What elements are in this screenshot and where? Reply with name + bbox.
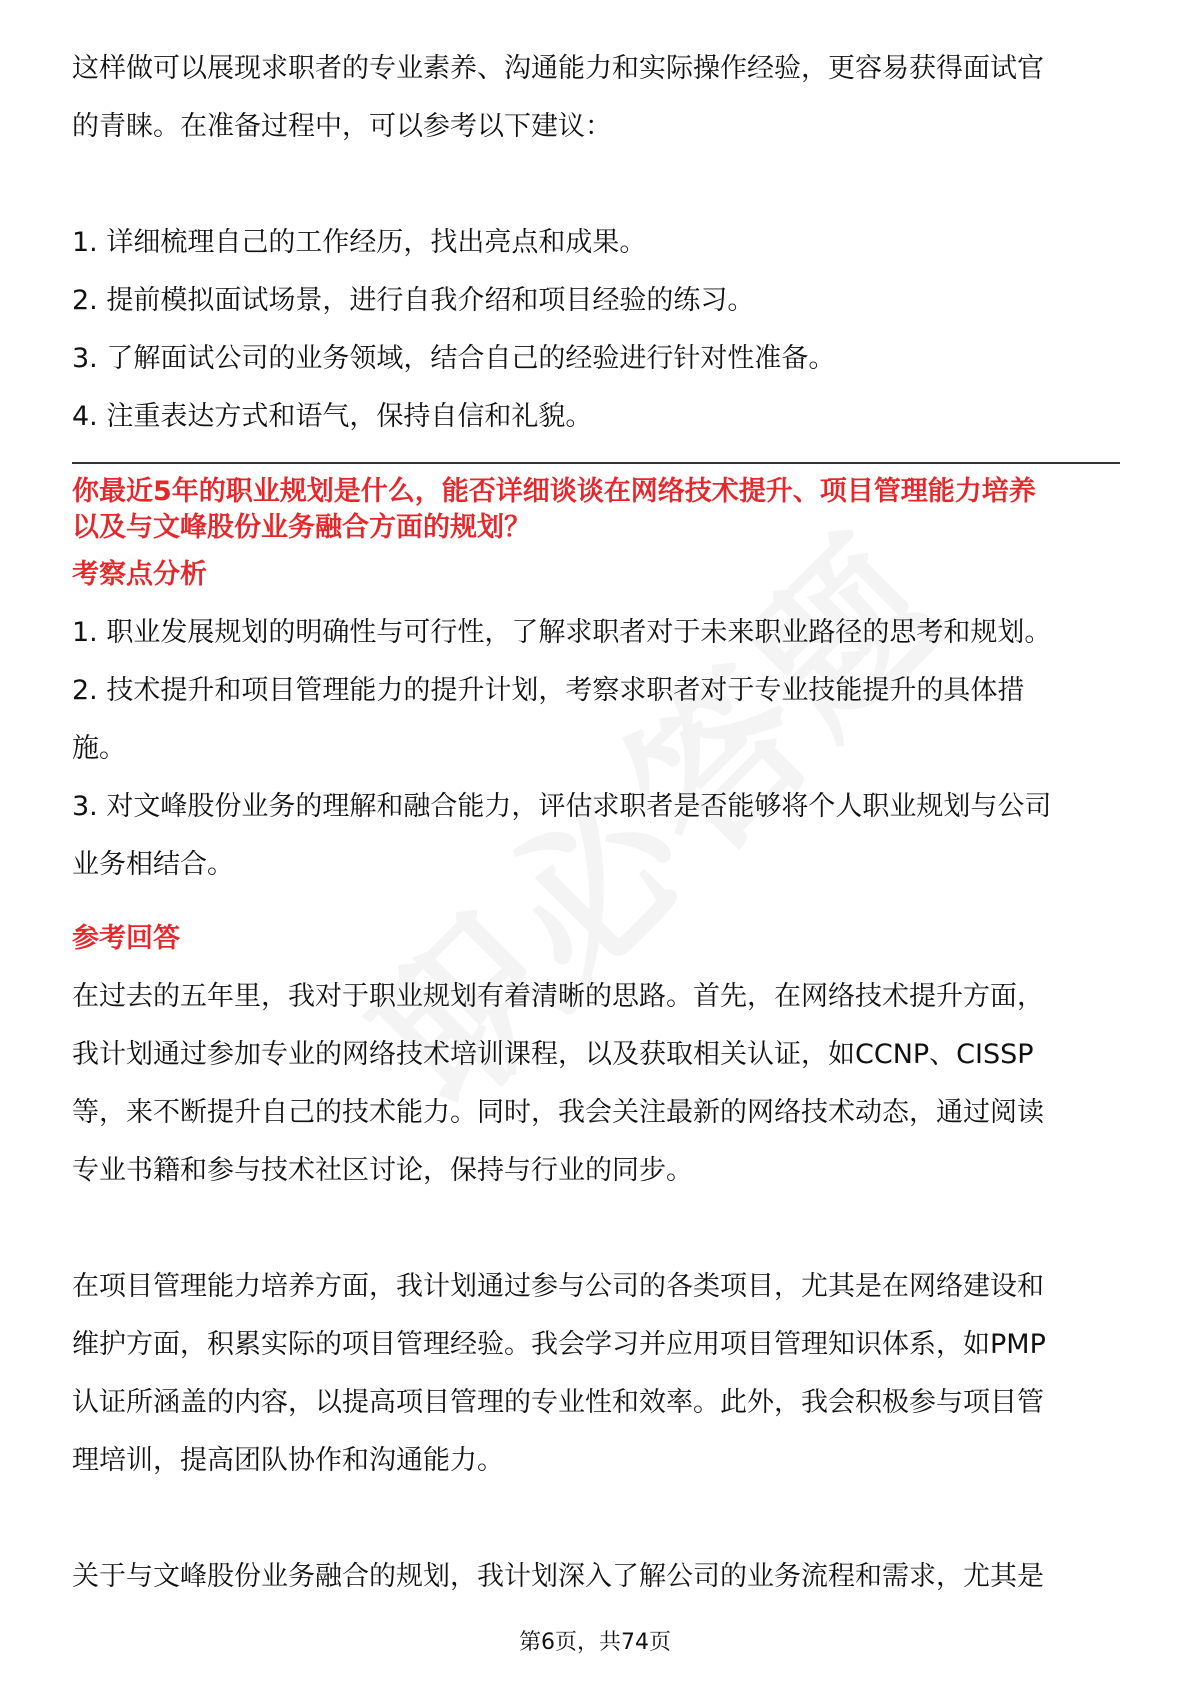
- answer-paragraph-1-line: 我计划通过参加专业的网络技术培训课程，以及获取相关认证，如CCNP、CISSP: [72, 1039, 1034, 1070]
- list-item: 4. 注重表达方式和语气，保持自信和礼貌。: [72, 401, 593, 432]
- divider: [72, 462, 1120, 464]
- analysis-line: 业务相结合。: [72, 849, 234, 880]
- list-item: 1. 详细梳理自己的工作经历，找出亮点和成果。: [72, 227, 647, 258]
- answer-paragraph-1-line: 在过去的五年里，我对于职业规划有着清晰的思路。首先，在网络技术提升方面，: [72, 981, 1044, 1012]
- intro-line-1: 这样做可以展现求职者的专业素养、沟通能力和实际操作经验，更容易获得面试官: [72, 53, 1044, 84]
- answer-paragraph-2-line: 维护方面，积累实际的项目管理经验。我会学习并应用项目管理知识体系，如PMP: [72, 1329, 1046, 1360]
- analysis-line: 2. 技术提升和项目管理能力的提升计划，考察求职者对于专业技能提升的具体措: [72, 675, 1025, 706]
- answer-paragraph-3-line: 关于与文峰股份业务融合的规划，我计划深入了解公司的业务流程和需求，尤其是: [72, 1561, 1044, 1592]
- analysis-line: 1. 职业发展规划的明确性与可行性，了解求职者对于未来职业路径的思考和规划。: [72, 617, 1052, 648]
- question-line-2: 以及与文峰股份业务融合方面的规划？: [72, 512, 531, 543]
- answer-paragraph-1-line: 等，来不断提升自己的技术能力。同时，我会关注最新的网络技术动态，通过阅读: [72, 1097, 1044, 1128]
- analysis-line: 3. 对文峰股份业务的理解和融合能力，评估求职者是否能够将个人职业规划与公司: [72, 791, 1052, 822]
- spacer: [72, 156, 1122, 214]
- analysis-title: 考察点分析: [72, 559, 207, 590]
- answer-paragraph-1-line: 专业书籍和参与技术社区讨论，保持与行业的同步。: [72, 1155, 693, 1186]
- page-content: [72, 40, 1122, 1606]
- list-item: 2. 提前模拟面试场景，进行自我介绍和项目经验的练习。: [72, 285, 755, 316]
- answer-paragraph-2-line: 认证所涵盖的内容，以提高项目管理的专业性和效率。此外，我会积极参与项目管: [72, 1387, 1044, 1418]
- answer-title: 参考回答: [72, 923, 180, 954]
- answer-paragraph-2-line: 理培训，提高团队协作和沟通能力。: [72, 1445, 504, 1476]
- intro-line-2: 的青睐。在准备过程中，可以参考以下建议：: [72, 111, 612, 142]
- spacer: [72, 894, 1122, 910]
- spacer: [72, 1200, 1122, 1258]
- answer-paragraph-2-line: 在项目管理能力培养方面，我计划通过参与公司的各类项目，尤其是在网络建设和: [72, 1271, 1044, 1302]
- page-number: 第6页，共74页: [519, 1630, 671, 1655]
- suggestion-list: [72, 214, 1122, 446]
- analysis-line: 施。: [72, 733, 126, 764]
- list-item: 3. 了解面试公司的业务领域，结合自己的经验进行针对性准备。: [72, 343, 836, 374]
- question-line-1: 你最近5年的职业规划是什么，能否详细谈谈在网络技术提升、项目管理能力培养: [72, 476, 1036, 507]
- spacer: [72, 1490, 1122, 1548]
